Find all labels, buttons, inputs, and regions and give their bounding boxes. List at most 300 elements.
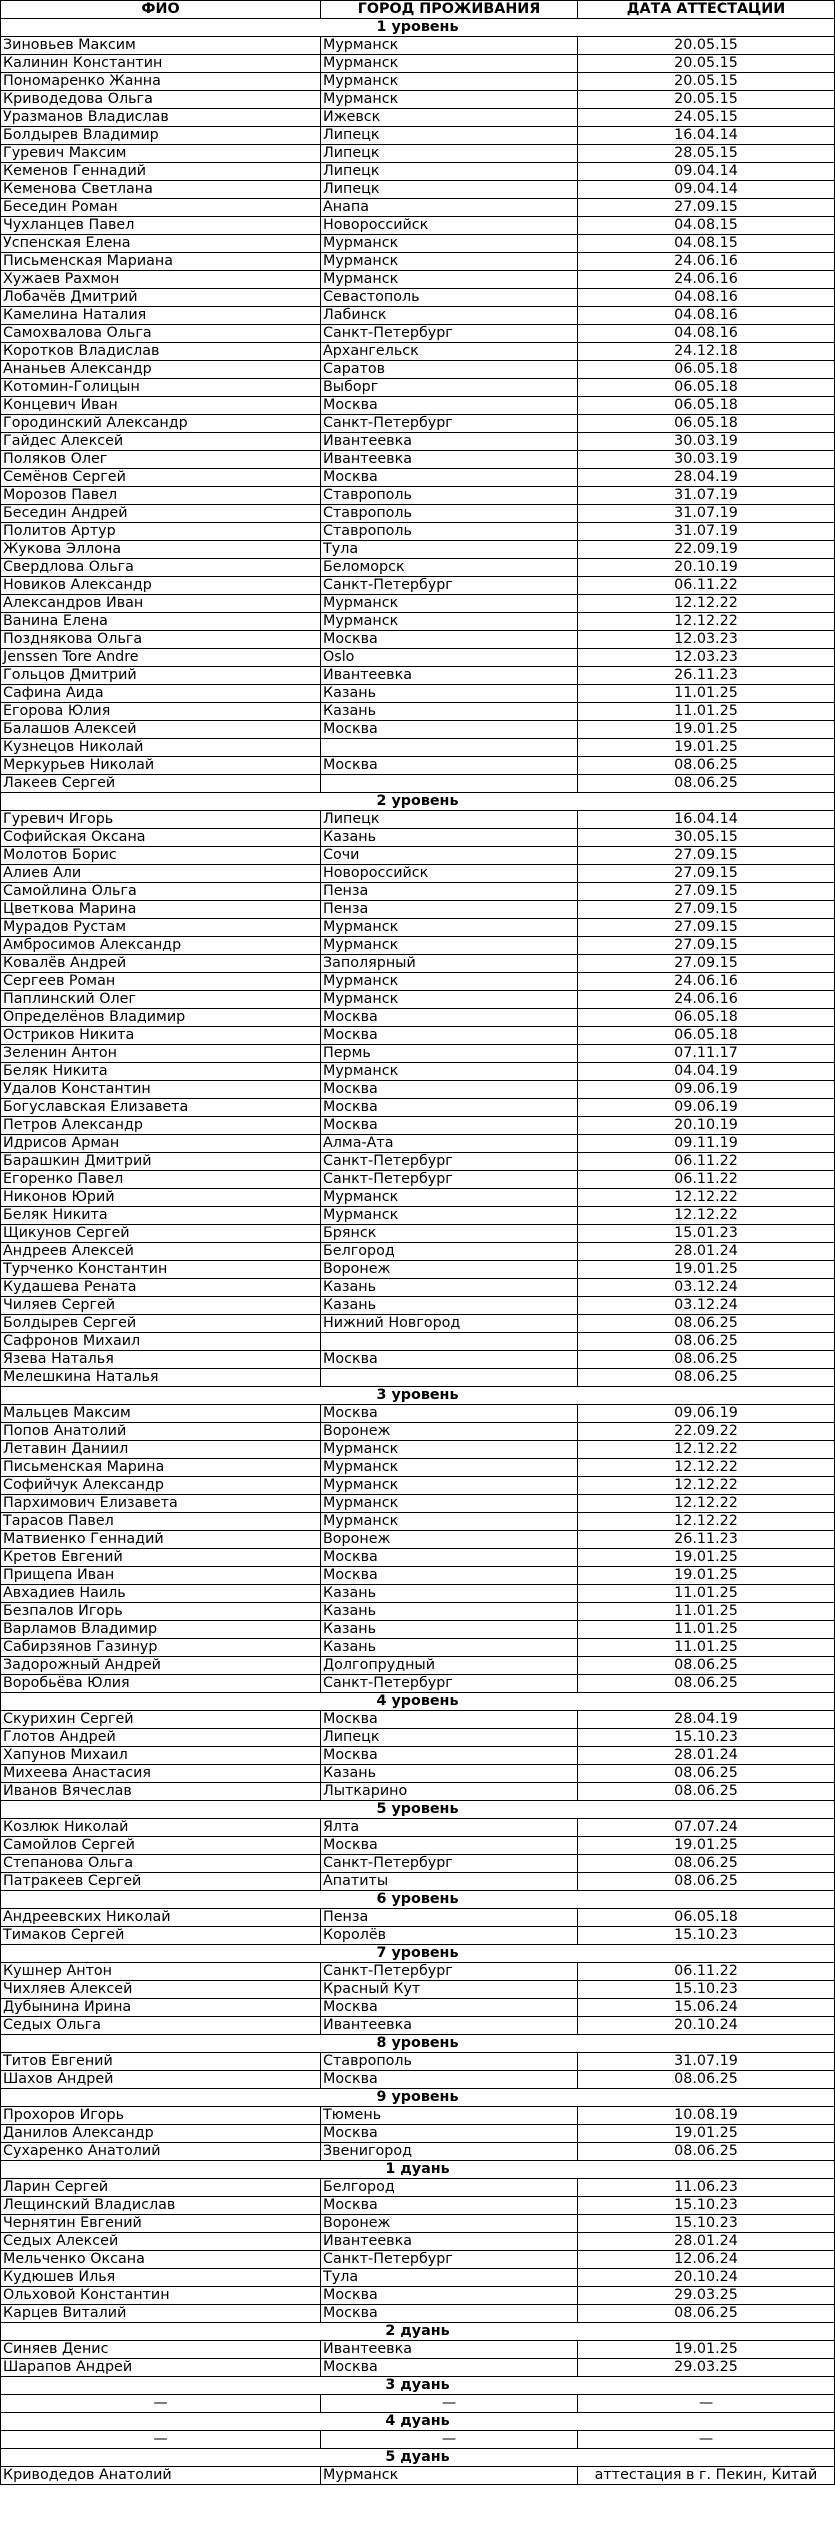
city-cell: Мурманск bbox=[320, 1495, 577, 1512]
fio-cell: Письменская Марина bbox=[0, 1459, 320, 1476]
fio-cell: Чиляев Сергей bbox=[0, 1297, 320, 1314]
table-row bbox=[0, 1008, 835, 1026]
table-row bbox=[0, 630, 835, 648]
city-cell: Москва bbox=[320, 1837, 577, 1854]
table-row bbox=[0, 1962, 835, 1980]
date-cell: 08.06.25 bbox=[577, 2143, 835, 2160]
fio-cell: Кушнер Антон bbox=[0, 1963, 320, 1980]
date-cell: 11.01.25 bbox=[577, 1603, 835, 1620]
date-cell: 06.11.22 bbox=[577, 1171, 835, 1188]
fio-cell: Беляк Никита bbox=[0, 1207, 320, 1224]
fio-cell: Софийчук Александр bbox=[0, 1477, 320, 1494]
fio-cell: Камелина Наталия bbox=[0, 307, 320, 324]
city-cell: Пенза bbox=[320, 883, 577, 900]
date-cell: 09.06.19 bbox=[577, 1099, 835, 1116]
date-cell: 30.03.19 bbox=[577, 433, 835, 450]
city-cell: Москва bbox=[320, 2305, 577, 2322]
table-row bbox=[0, 990, 835, 1008]
fio-cell: Письменская Мариана bbox=[0, 253, 320, 270]
table-row bbox=[0, 1440, 835, 1458]
table-row bbox=[0, 1980, 835, 1998]
fio-cell: Кудашева Рената bbox=[0, 1279, 320, 1296]
city-cell: Долгопрудный bbox=[320, 1657, 577, 1674]
table-row bbox=[0, 1782, 835, 1800]
city-cell: Воронеж bbox=[320, 1531, 577, 1548]
date-cell: 12.12.22 bbox=[577, 1459, 835, 1476]
table-row bbox=[0, 2052, 835, 2070]
table-row bbox=[0, 2196, 835, 2214]
table-row bbox=[0, 2268, 835, 2286]
table-row bbox=[0, 1026, 835, 1044]
city-cell: Казань bbox=[320, 685, 577, 702]
table-row bbox=[0, 468, 835, 486]
city-cell: Мурманск bbox=[320, 1207, 577, 1224]
table-row bbox=[0, 126, 835, 144]
fio-cell: Молотов Борис bbox=[0, 847, 320, 864]
fio-cell: Мельченко Оксана bbox=[0, 2251, 320, 2268]
fio-cell: Лакеев Сергей bbox=[0, 775, 320, 792]
table-row bbox=[0, 1242, 835, 1260]
date-cell: 27.09.15 bbox=[577, 901, 835, 918]
city-cell: Ивантеевка bbox=[320, 2341, 577, 2358]
fio-cell: Поляков Олег bbox=[0, 451, 320, 468]
section-title: 2 уровень bbox=[0, 793, 835, 810]
city-cell: Сочи bbox=[320, 847, 577, 864]
city-cell: Алма-Ата bbox=[320, 1135, 577, 1152]
city-cell: Москва bbox=[320, 2359, 577, 2376]
date-cell: 28.05.15 bbox=[577, 145, 835, 162]
fio-cell: Кеменов Геннадий bbox=[0, 163, 320, 180]
fio-cell: Самойлина Ольга bbox=[0, 883, 320, 900]
date-cell: 12.12.22 bbox=[577, 1495, 835, 1512]
city-cell: Санкт-Петербург bbox=[320, 2251, 577, 2268]
table-row bbox=[0, 2142, 835, 2160]
date-cell: 15.06.24 bbox=[577, 1999, 835, 2016]
table-row bbox=[0, 234, 835, 252]
date-cell: 22.09.22 bbox=[577, 1423, 835, 1440]
city-cell: Лыткарино bbox=[320, 1783, 577, 1800]
fio-cell: Алиев Али bbox=[0, 865, 320, 882]
date-cell: 04.08.16 bbox=[577, 325, 835, 342]
date-cell: 31.07.19 bbox=[577, 505, 835, 522]
city-cell: Брянск bbox=[320, 1225, 577, 1242]
date-cell: 09.06.19 bbox=[577, 1405, 835, 1422]
date-cell: 12.12.22 bbox=[577, 1207, 835, 1224]
fio-cell: Александров Иван bbox=[0, 595, 320, 612]
city-cell: Пенза bbox=[320, 1909, 577, 1926]
fio-cell: Паплинский Олег bbox=[0, 991, 320, 1008]
fio-cell: Кретов Евгений bbox=[0, 1549, 320, 1566]
table-row bbox=[0, 1098, 835, 1116]
table-row bbox=[0, 504, 835, 522]
fio-cell: Гольцов Дмитрий bbox=[0, 667, 320, 684]
date-cell: 19.01.25 bbox=[577, 1837, 835, 1854]
city-cell: Москва bbox=[320, 1027, 577, 1044]
section-title: 6 уровень bbox=[0, 1891, 835, 1908]
fio-cell: Андреевских Николай bbox=[0, 1909, 320, 1926]
fio-cell: Сафронов Михаил bbox=[0, 1333, 320, 1350]
date-cell: 29.03.25 bbox=[577, 2287, 835, 2304]
date-cell: 22.09.19 bbox=[577, 541, 835, 558]
table-row bbox=[0, 450, 835, 468]
city-cell: Мурманск bbox=[320, 613, 577, 630]
city-cell: Ивантеевка bbox=[320, 433, 577, 450]
city-cell: Анапа bbox=[320, 199, 577, 216]
section-title: 5 дуань bbox=[0, 2449, 835, 2466]
table-row bbox=[0, 1206, 835, 1224]
city-cell: Мурманск bbox=[320, 1189, 577, 1206]
fio-cell: Никонов Юрий bbox=[0, 1189, 320, 1206]
city-cell: Казань bbox=[320, 829, 577, 846]
date-cell: 04.04.19 bbox=[577, 1063, 835, 1080]
table-row bbox=[0, 1116, 835, 1134]
date-cell: 24.05.15 bbox=[577, 109, 835, 126]
city-cell: Заполярный bbox=[320, 955, 577, 972]
table-row bbox=[0, 72, 835, 90]
table-row bbox=[0, 882, 835, 900]
table-row bbox=[0, 846, 835, 864]
city-cell: Санкт-Петербург bbox=[320, 577, 577, 594]
fio-cell: Степанова Ольга bbox=[0, 1855, 320, 1872]
city-cell: Санкт-Петербург bbox=[320, 1675, 577, 1692]
fio-cell: Хужаев Рахмон bbox=[0, 271, 320, 288]
header-fio: ФИО bbox=[0, 1, 320, 18]
table-row bbox=[0, 2286, 835, 2304]
city-cell: Санкт-Петербург bbox=[320, 415, 577, 432]
fio-cell: Тарасов Павел bbox=[0, 1513, 320, 1530]
fio-cell: Лещинский Владислав bbox=[0, 2197, 320, 2214]
date-cell: — bbox=[577, 2395, 835, 2412]
table-row bbox=[0, 1494, 835, 1512]
date-cell: 20.05.15 bbox=[577, 73, 835, 90]
date-cell: 08.06.25 bbox=[577, 1369, 835, 1386]
fio-cell: Балашов Алексей bbox=[0, 721, 320, 738]
table-row bbox=[0, 810, 835, 828]
city-cell: Беломорск bbox=[320, 559, 577, 576]
date-cell: 20.05.15 bbox=[577, 91, 835, 108]
table-row bbox=[0, 1044, 835, 1062]
date-cell: 20.10.24 bbox=[577, 2269, 835, 2286]
date-cell: 15.10.23 bbox=[577, 1927, 835, 1944]
city-cell: Москва bbox=[320, 1711, 577, 1728]
table-row bbox=[0, 54, 835, 72]
section-title-row bbox=[0, 1692, 835, 1710]
city-cell: Санкт-Петербург bbox=[320, 1855, 577, 1872]
table-row bbox=[0, 1458, 835, 1476]
city-cell: Москва bbox=[320, 2287, 577, 2304]
fio-cell: Определёнов Владимир bbox=[0, 1009, 320, 1026]
fio-cell: Щикунов Сергей bbox=[0, 1225, 320, 1242]
date-cell: 08.06.25 bbox=[577, 1351, 835, 1368]
fio-cell: Козлюк Николай bbox=[0, 1819, 320, 1836]
date-cell: 06.05.18 bbox=[577, 1027, 835, 1044]
fio-cell: Криводедова Ольга bbox=[0, 91, 320, 108]
fio-cell: Морозов Павел bbox=[0, 487, 320, 504]
table-row bbox=[0, 2250, 835, 2268]
city-cell: Москва bbox=[320, 1747, 577, 1764]
section-title-row bbox=[0, 1944, 835, 1962]
fio-cell: Жукова Эллона bbox=[0, 541, 320, 558]
fio-cell: Софийская Оксана bbox=[0, 829, 320, 846]
fio-cell: Семёнов Сергей bbox=[0, 469, 320, 486]
date-cell: 03.12.24 bbox=[577, 1297, 835, 1314]
city-cell: Казань bbox=[320, 1765, 577, 1782]
city-cell: Тула bbox=[320, 2269, 577, 2286]
date-cell: 06.05.18 bbox=[577, 379, 835, 396]
table-row bbox=[0, 540, 835, 558]
city-cell: Москва bbox=[320, 1567, 577, 1584]
date-cell: 08.06.25 bbox=[577, 1783, 835, 1800]
fio-cell: Болдырев Сергей bbox=[0, 1315, 320, 1332]
table-row bbox=[0, 1314, 835, 1332]
section-title: 2 дуань bbox=[0, 2323, 835, 2340]
table-row bbox=[0, 1908, 835, 1926]
city-cell: Ивантеевка bbox=[320, 2233, 577, 2250]
table-row bbox=[0, 90, 835, 108]
city-cell: Москва bbox=[320, 631, 577, 648]
table-row bbox=[0, 414, 835, 432]
section-title-row bbox=[0, 2448, 835, 2466]
city-cell bbox=[320, 1369, 577, 1386]
table-row bbox=[0, 1728, 835, 1746]
city-cell: Москва bbox=[320, 1099, 577, 1116]
fio-cell: Ковалёв Андрей bbox=[0, 955, 320, 972]
fio-cell: Егоренко Павел bbox=[0, 1171, 320, 1188]
table-row bbox=[0, 684, 835, 702]
fio-cell: Мелешкина Наталья bbox=[0, 1369, 320, 1386]
fio-cell: Болдырев Владимир bbox=[0, 127, 320, 144]
table-row bbox=[0, 2394, 835, 2412]
table-row bbox=[0, 864, 835, 882]
city-cell: Мурманск bbox=[320, 73, 577, 90]
date-cell: 12.03.23 bbox=[577, 649, 835, 666]
fio-cell: Чихляев Алексей bbox=[0, 1981, 320, 1998]
table-row bbox=[0, 342, 835, 360]
date-cell: 19.01.25 bbox=[577, 1567, 835, 1584]
date-cell: 20.10.24 bbox=[577, 2017, 835, 2034]
city-cell: Казань bbox=[320, 1585, 577, 1602]
date-cell: 08.06.25 bbox=[577, 1657, 835, 1674]
date-cell: 03.12.24 bbox=[577, 1279, 835, 1296]
city-cell: Воронеж bbox=[320, 1261, 577, 1278]
date-cell: 06.11.22 bbox=[577, 1963, 835, 1980]
date-cell: 19.01.25 bbox=[577, 2125, 835, 2142]
fio-cell: Турченко Константин bbox=[0, 1261, 320, 1278]
date-cell: 31.07.19 bbox=[577, 2053, 835, 2070]
city-cell: Москва bbox=[320, 2197, 577, 2214]
city-cell: Воронеж bbox=[320, 2215, 577, 2232]
date-cell: 08.06.25 bbox=[577, 757, 835, 774]
table-row bbox=[0, 1638, 835, 1656]
city-cell: Мурманск bbox=[320, 1063, 577, 1080]
city-cell: Королёв bbox=[320, 1927, 577, 1944]
city-cell: Мурманск bbox=[320, 1477, 577, 1494]
fio-cell: Самойлов Сергей bbox=[0, 1837, 320, 1854]
fio-cell: Сергеев Роман bbox=[0, 973, 320, 990]
table-row bbox=[0, 1620, 835, 1638]
date-cell: 24.12.18 bbox=[577, 343, 835, 360]
fio-cell: Котомин-Голицын bbox=[0, 379, 320, 396]
table-row bbox=[0, 1854, 835, 1872]
date-cell: 08.06.25 bbox=[577, 1855, 835, 1872]
fio-cell: Уразманов Владислав bbox=[0, 109, 320, 126]
fio-cell: Остриков Никита bbox=[0, 1027, 320, 1044]
city-cell: Мурманск bbox=[320, 991, 577, 1008]
date-cell: 12.12.22 bbox=[577, 595, 835, 612]
section-title-row bbox=[0, 1800, 835, 1818]
city-cell: Новороссийск bbox=[320, 217, 577, 234]
date-cell: 28.01.24 bbox=[577, 1243, 835, 1260]
date-cell: 08.06.25 bbox=[577, 1765, 835, 1782]
city-cell: Мурманск bbox=[320, 1513, 577, 1530]
fio-cell: Новиков Александр bbox=[0, 577, 320, 594]
city-cell: Мурманск bbox=[320, 271, 577, 288]
table-row bbox=[0, 756, 835, 774]
fio-cell: Андреев Алексей bbox=[0, 1243, 320, 1260]
date-cell: 24.06.16 bbox=[577, 991, 835, 1008]
date-cell: 31.07.19 bbox=[577, 523, 835, 540]
table-row bbox=[0, 2466, 835, 2485]
fio-cell: Кеменова Светлана bbox=[0, 181, 320, 198]
fio-cell: Хапунов Михаил bbox=[0, 1747, 320, 1764]
section-title: 7 уровень bbox=[0, 1945, 835, 1962]
date-cell: 07.11.17 bbox=[577, 1045, 835, 1062]
city-cell: Липецк bbox=[320, 811, 577, 828]
table-header-row bbox=[0, 0, 835, 18]
fio-cell: Иванов Вячеслав bbox=[0, 1783, 320, 1800]
city-cell: Мурманск bbox=[320, 1441, 577, 1458]
date-cell: 31.07.19 bbox=[577, 487, 835, 504]
fio-cell: Калинин Константин bbox=[0, 55, 320, 72]
fio-cell: Прохоров Игорь bbox=[0, 2107, 320, 2124]
table-row bbox=[0, 576, 835, 594]
date-cell: 07.07.24 bbox=[577, 1819, 835, 1836]
date-cell: 15.10.23 bbox=[577, 2197, 835, 2214]
date-cell: 06.05.18 bbox=[577, 415, 835, 432]
date-cell: 29.03.25 bbox=[577, 2359, 835, 2376]
date-cell: 27.09.15 bbox=[577, 883, 835, 900]
table-row bbox=[0, 36, 835, 54]
date-cell: 12.03.23 bbox=[577, 631, 835, 648]
fio-cell: Мальцев Максим bbox=[0, 1405, 320, 1422]
fio-cell: Цветкова Марина bbox=[0, 901, 320, 918]
table-row bbox=[0, 774, 835, 792]
city-cell: Санкт-Петербург bbox=[320, 1171, 577, 1188]
city-cell: Москва bbox=[320, 1081, 577, 1098]
date-cell: 04.08.16 bbox=[577, 307, 835, 324]
city-cell: Москва bbox=[320, 1999, 577, 2016]
city-cell: Ивантеевка bbox=[320, 2017, 577, 2034]
table-row bbox=[0, 720, 835, 738]
fio-cell: Сафина Аида bbox=[0, 685, 320, 702]
table-row bbox=[0, 108, 835, 126]
date-cell: 09.11.19 bbox=[577, 1135, 835, 1152]
fio-cell: — bbox=[0, 2431, 320, 2448]
date-cell: 08.06.25 bbox=[577, 1675, 835, 1692]
fio-cell: Беседин Роман bbox=[0, 199, 320, 216]
fio-cell: Ванина Елена bbox=[0, 613, 320, 630]
city-cell: Липецк bbox=[320, 145, 577, 162]
date-cell: 15.10.23 bbox=[577, 1981, 835, 1998]
fio-cell: Патракеев Сергей bbox=[0, 1873, 320, 1890]
date-cell: 08.06.25 bbox=[577, 2071, 835, 2088]
fio-cell: Самохвалова Ольга bbox=[0, 325, 320, 342]
fio-cell: Данилов Александр bbox=[0, 2125, 320, 2142]
date-cell: 08.06.25 bbox=[577, 1873, 835, 1890]
table-row bbox=[0, 558, 835, 576]
date-cell: 27.09.15 bbox=[577, 199, 835, 216]
date-cell: 26.11.23 bbox=[577, 667, 835, 684]
fio-cell: Беляк Никита bbox=[0, 1063, 320, 1080]
fio-cell: Титов Евгений bbox=[0, 2053, 320, 2070]
date-cell: 20.10.19 bbox=[577, 1117, 835, 1134]
section-title: 5 уровень bbox=[0, 1801, 835, 1818]
section-title-row bbox=[0, 2034, 835, 2052]
date-cell: 27.09.15 bbox=[577, 865, 835, 882]
date-cell: 12.12.22 bbox=[577, 613, 835, 630]
table-row bbox=[0, 2232, 835, 2250]
fio-cell: Лобачёв Дмитрий bbox=[0, 289, 320, 306]
date-cell: 04.08.15 bbox=[577, 235, 835, 252]
date-cell: 30.03.19 bbox=[577, 451, 835, 468]
date-cell: 27.09.15 bbox=[577, 955, 835, 972]
city-cell: Москва bbox=[320, 1405, 577, 1422]
table-row bbox=[0, 2070, 835, 2088]
city-cell: Лабинск bbox=[320, 307, 577, 324]
table-row bbox=[0, 954, 835, 972]
table-row bbox=[0, 1602, 835, 1620]
table-row bbox=[0, 378, 835, 396]
fio-cell: Варламов Владимир bbox=[0, 1621, 320, 1638]
city-cell: Липецк bbox=[320, 127, 577, 144]
table-row bbox=[0, 1656, 835, 1674]
section-title: 4 уровень bbox=[0, 1693, 835, 1710]
date-cell: 19.01.25 bbox=[577, 2341, 835, 2358]
date-cell: 08.06.25 bbox=[577, 2305, 835, 2322]
date-cell: 08.06.25 bbox=[577, 775, 835, 792]
fio-cell: Карцев Виталий bbox=[0, 2305, 320, 2322]
table-row bbox=[0, 936, 835, 954]
fio-cell: Задорожный Андрей bbox=[0, 1657, 320, 1674]
table-row bbox=[0, 1926, 835, 1944]
fio-cell: Пономаренко Жанна bbox=[0, 73, 320, 90]
city-cell: Тюмень bbox=[320, 2107, 577, 2124]
city-cell: Казань bbox=[320, 1297, 577, 1314]
fio-cell: Летавин Даниил bbox=[0, 1441, 320, 1458]
date-cell: 15.10.23 bbox=[577, 1729, 835, 1746]
date-cell: 09.06.19 bbox=[577, 1081, 835, 1098]
date-cell: 11.01.25 bbox=[577, 703, 835, 720]
fio-cell: Чернятин Евгений bbox=[0, 2215, 320, 2232]
date-cell: 16.04.14 bbox=[577, 811, 835, 828]
fio-cell: Авхадиев Наиль bbox=[0, 1585, 320, 1602]
table-row bbox=[0, 396, 835, 414]
fio-cell: Шахов Андрей bbox=[0, 2071, 320, 2088]
fio-cell: Прищепа Иван bbox=[0, 1567, 320, 1584]
city-cell: Липецк bbox=[320, 163, 577, 180]
city-cell: Москва bbox=[320, 2071, 577, 2088]
city-cell: — bbox=[320, 2395, 577, 2412]
date-cell: аттестация в г. Пекин, Китай bbox=[577, 2467, 835, 2484]
fio-cell: Политов Артур bbox=[0, 523, 320, 540]
fio-cell: Михеева Анастасия bbox=[0, 1765, 320, 1782]
table-row bbox=[0, 1872, 835, 1890]
table-row bbox=[0, 306, 835, 324]
fio-cell: Гайдес Алексей bbox=[0, 433, 320, 450]
fio-cell: Безпалов Игорь bbox=[0, 1603, 320, 1620]
date-cell: 27.09.15 bbox=[577, 937, 835, 954]
city-cell: Москва bbox=[320, 1117, 577, 1134]
